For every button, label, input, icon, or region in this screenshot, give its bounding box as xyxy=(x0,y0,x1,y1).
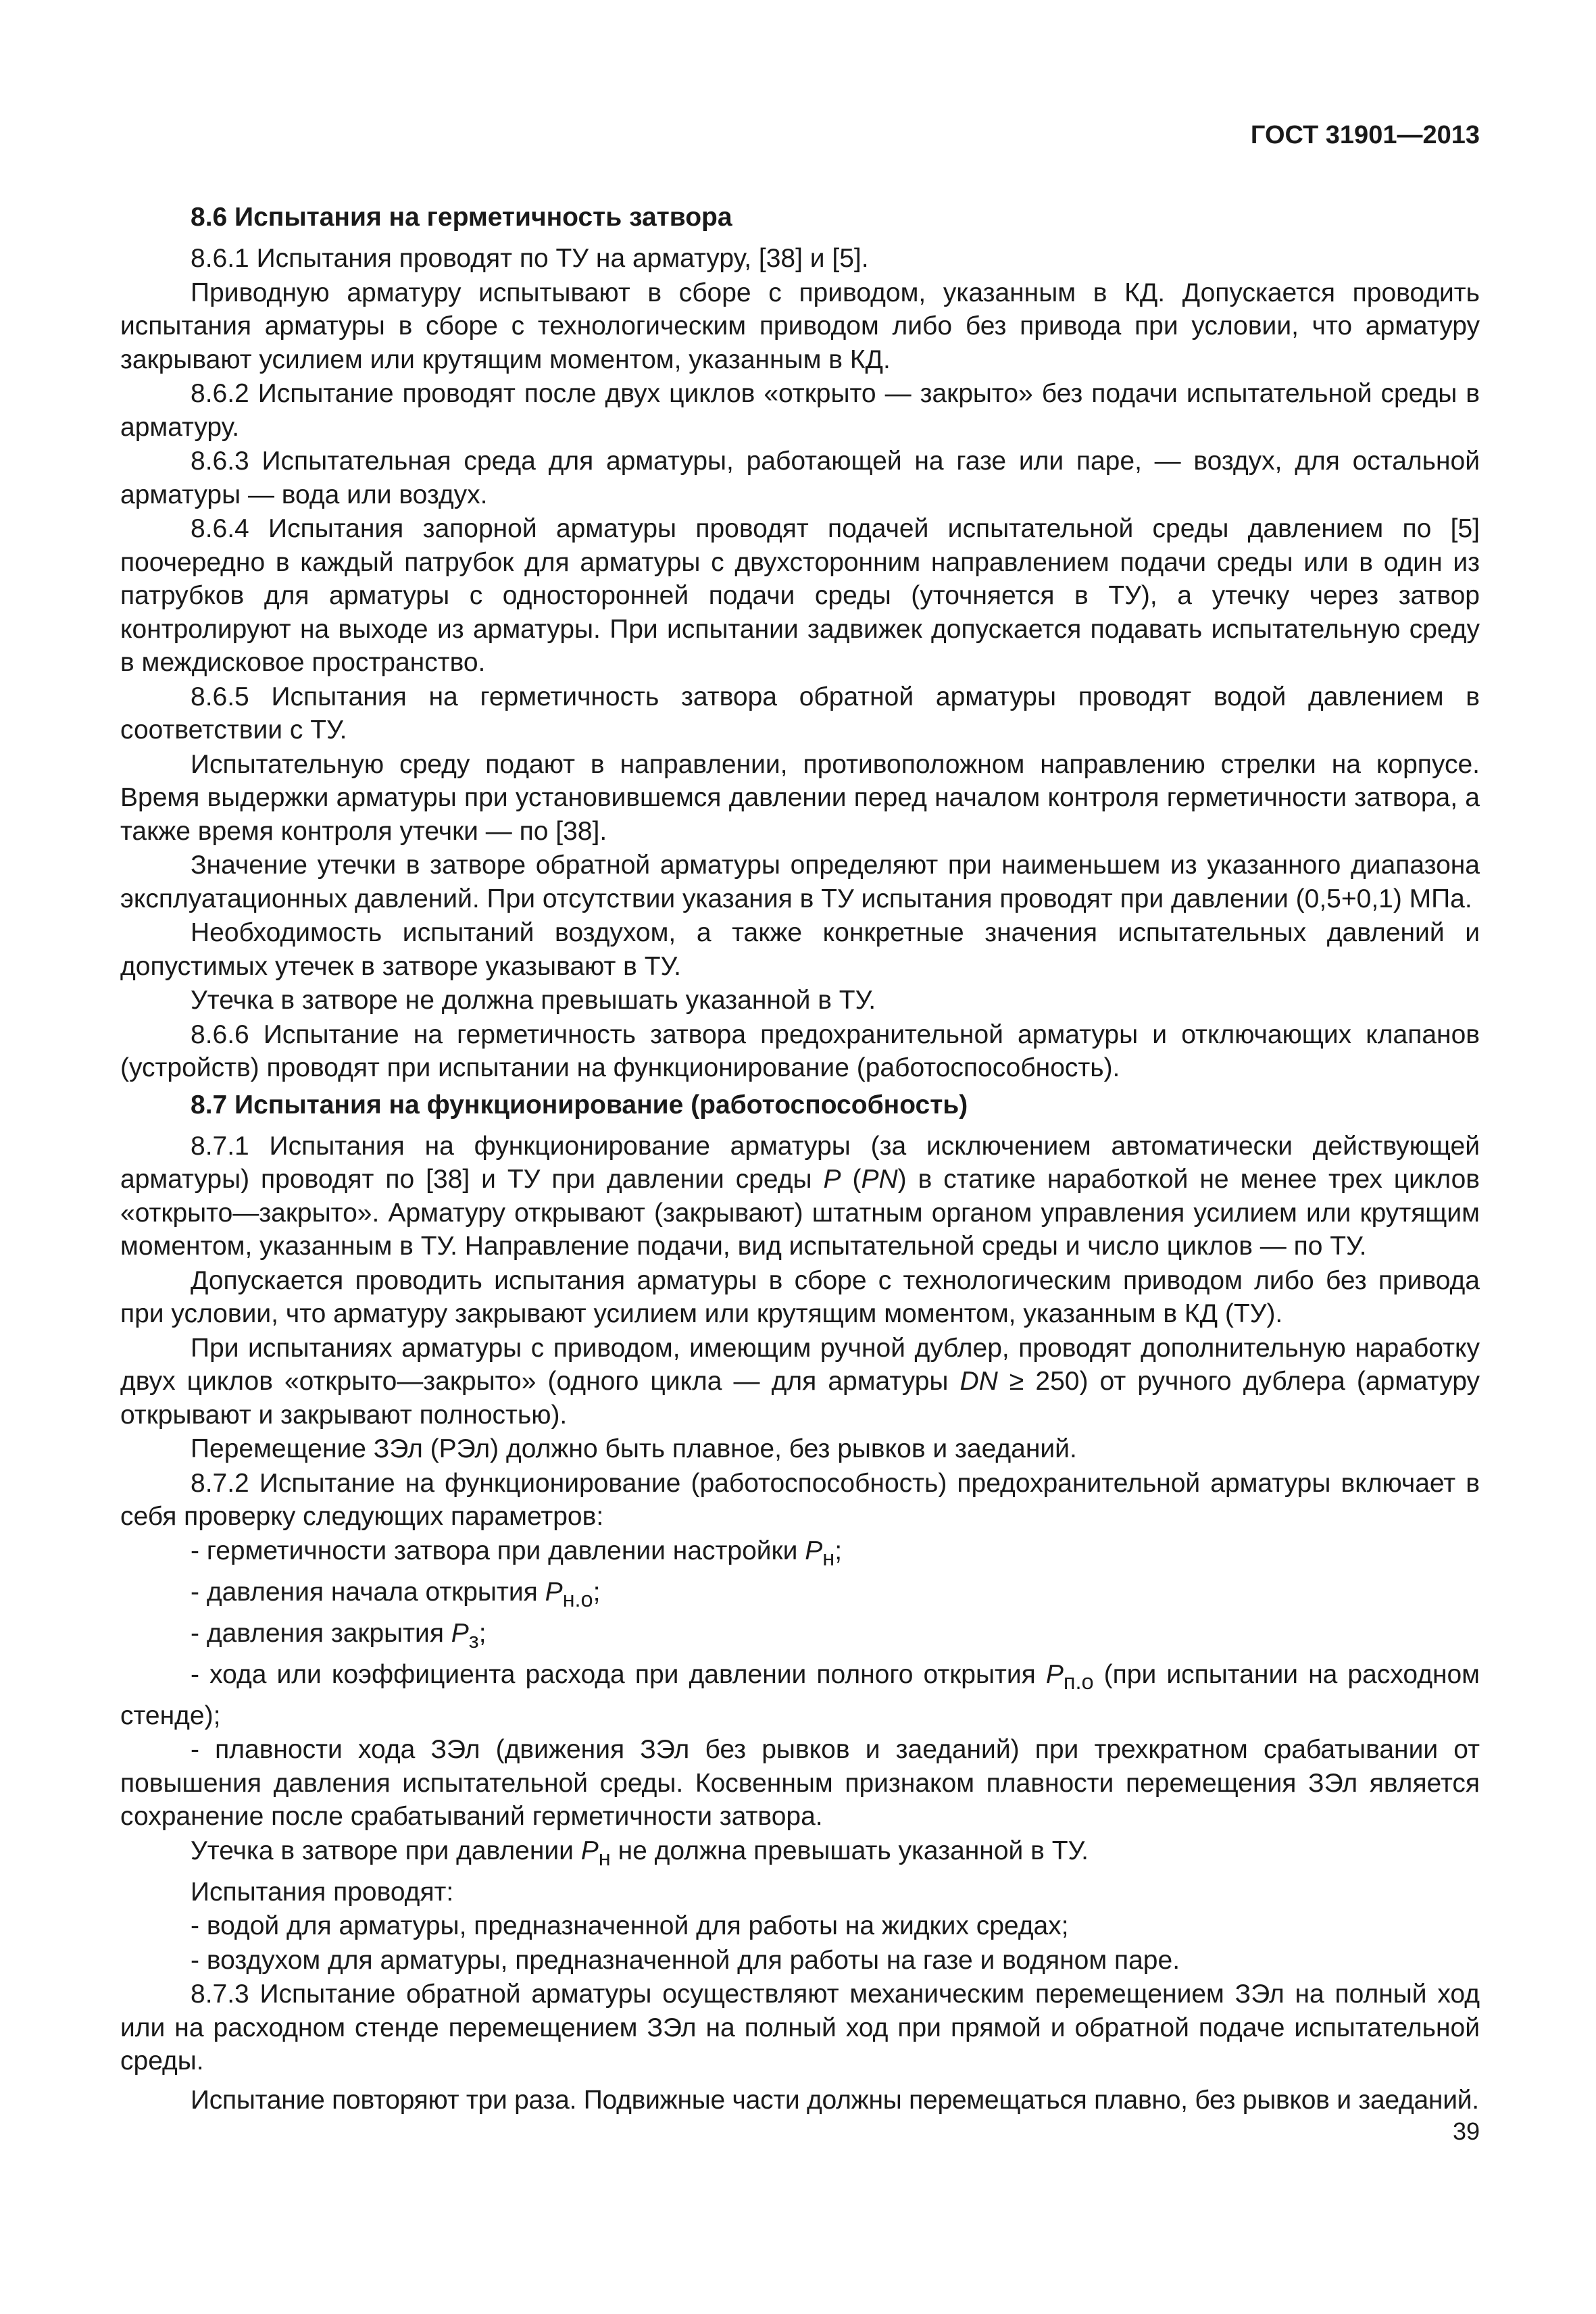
paragraph: Утечка в затворе не должна превышать указанной в ТУ. xyxy=(191,986,876,1015)
paragraph: Испытания проводят: xyxy=(191,1877,454,1907)
paragraph: 8.7.3 Испытание обратной арматуры осуществляют механическим перемещением ЗЭл на полный ход или на расходном стенде перемещением ЗЭл на полный ход при прямой и обратной подаче испытательной среды. xyxy=(120,1980,1480,2076)
list-item: - плавности хода ЗЭл (движения ЗЭл без рывков и заеданий) при трехкратном срабатывании от повышения давления испытательной среды. Косвенным признаком плавности перемещения ЗЭл является сохранение после срабатываний герметичности затвора. xyxy=(120,1735,1480,1832)
page-number: 39 xyxy=(1452,2117,1480,2145)
section-heading-8-6: 8.6 Испытания на герметичность затвора xyxy=(191,203,732,232)
paragraph: Приводную арматуру испытывают в сборе с приводом, указанным в КД. Допускается проводить испытания арматуры в сборе с технологическим приводом либо без привода при условии, что арматуру закрывают усилием или крутящим моментом, указанным в КД. xyxy=(120,278,1480,374)
list-item: - давления начала открытия $P_{н.о}$; xyxy=(191,1577,601,1611)
paragraph: 8.6.6 Испытание на герметичность затвора предохранительной арматуры и отключающих клапанов (устройств) проводят при испытании на функционирование (работоспособность). xyxy=(120,1020,1480,1082)
section-heading-8-7: 8.7 Испытания на функционирование (работоспособность) xyxy=(191,1090,968,1120)
paragraph: При испытаниях арматуры с приводом, имеющим ручной дублер, проводят дополнительную наработку двух циклов «открыто—закрыто» (одного цикла — для арматуры DN ≥ 250) от ручного дублера (арматуру открывают и закрывают полностью). xyxy=(120,1333,1480,1430)
paragraph: Испытательную среду подают в направлении, противоположном направлению стрелки на корпусе. Время выдержки арматуры при установившемся давлении перед началом контроля герметичности затвора, а также время контроля утечки — по [38]. xyxy=(120,749,1480,846)
paragraph: Перемещение ЗЭл (РЭл) должно быть плавное, без рывков и заеданий. xyxy=(191,1434,1077,1463)
document-body xyxy=(120,201,1480,2117)
paragraph: 8.6.2 Испытание проводят после двух циклов «открыто — закрыто» без подачи испытательной среды в арматуру. xyxy=(120,379,1480,442)
paragraph: 8.6.5 Испытания на герметичность затвора обратной арматуры проводят водой давлением в соответствии с ТУ. xyxy=(120,682,1480,745)
list-item: - водой для арматуры, предназначенной для работы на жидких средах; xyxy=(191,1911,1069,1941)
list-item: - воздухом для арматуры, предназначенной для работы на газе и водяном паре. xyxy=(191,1945,1180,1975)
paragraph: 8.6.4 Испытания запорной арматуры проводят подачей испытательной среды давлением по [5] поочередно в каждый патрубок для арматуры с двухсторонним направлением подачи среды или в один из патрубков для арматуры с односторонней подачи среды (уточняется в ТУ), а утечку через затвор контролируют на выходе из арматуры. При испытании задвижек допускается подавать испытательную среду в междисковое пространство. xyxy=(120,514,1480,677)
paragraph: 8.7.1 Испытания на функционирование арматуры (за исключением автоматически действующей арматуры) проводят по [38] и ТУ при давлении среды P (PN) в статике наработкой не менее трех циклов «открыто—закрыто». Арматуру открывают (закрывают) штатным органом управления усилием или крутящим моментом, указанным в ТУ. Направление подачи, вид испытательной среды и число циклов — по ТУ. xyxy=(120,1131,1480,1261)
list-item: - герметичности затвора при давлении настройки $P_н$; xyxy=(191,1536,843,1570)
paragraph: Допускается проводить испытания арматуры в сборе с технологическим приводом либо без привода при условии, что арматуру закрывают усилием или крутящим моментом, указанным в КД (ТУ). xyxy=(120,1265,1480,1328)
paragraph: Необходимость испытаний воздухом, а также конкретные значения испытательных давлений и допустимых утечек в затворе указывают в ТУ. xyxy=(120,918,1480,981)
paragraph: Испытание повторяют три раза. Подвижные части должны перемещаться плавно, без рывков и заеданий. xyxy=(191,2085,1479,2115)
paragraph: 8.6.3 Испытательная среда для арматуры, работающей на газе или паре, — воздух, для остальной арматуры — вода или воздух. xyxy=(120,447,1480,509)
list-item: - давления закрытия $P_з$; xyxy=(191,1619,487,1653)
paragraph: Утечка в затворе при давлении $P_н$ не должна превышать указанной в ТУ. xyxy=(191,1836,1089,1870)
list-item: - хода или коэффициента расхода при давлении полного открытия $P_{п.о}$ (при испытании на расходном стенде); xyxy=(120,1660,1480,1730)
paragraph: 8.6.1 Испытания проводят по ТУ на арматуру, [38] и [5]. xyxy=(191,244,869,273)
paragraph: 8.7.2 Испытание на функционирование (работоспособность) предохранительной арматуры включает в себя проверку следующих параметров: xyxy=(120,1468,1480,1531)
paragraph: Значение утечки в затворе обратной арматуры определяют при наименьшем из указанного диапазона эксплуатационных давлений. При отсутствии указания в ТУ испытания проводят при давлении (0,5+0,1) МПа. xyxy=(120,851,1480,913)
document-header: ГОСТ 31901—2013 xyxy=(1250,121,1480,149)
